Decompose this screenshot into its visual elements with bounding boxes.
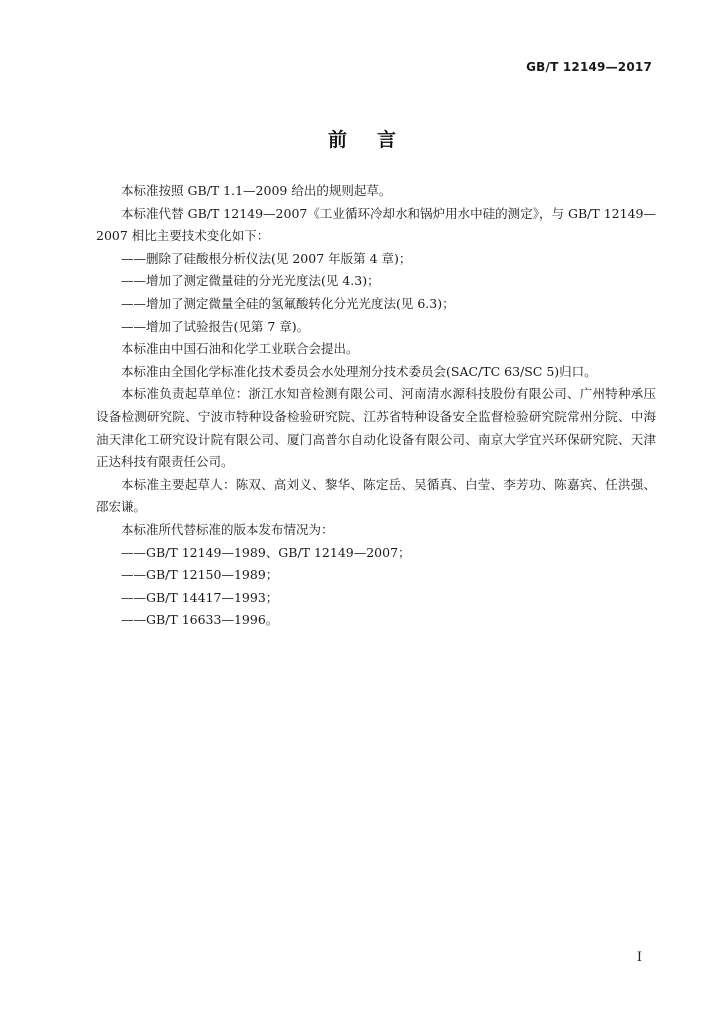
history-item: ——GB/T 14417—1993； [121, 589, 279, 605]
replacement-paragraph: 本标准代替 GB/T 12149—2007《工业循环冷却水和锅炉用水中硅的测定》，与 GB/T 12149—2007 相比主要技术变化如下： [96, 205, 656, 244]
drafting-rules-paragraph: 本标准按照 GB/T 1.1—2009 给出的规则起草。 [121, 183, 392, 198]
drafting-units-paragraph: 本标准负责起草单位：浙江水知音检测有限公司、河南清水源科技股份有限公司、广州特种承压设备检测研究院、宁波市特种设备检验研究院、江苏省特种设备安全监督检验研究院常州分院、中海油天津化工研究设计院有限公司、厦门高普尔自动化设备有限公司、南京大学宜兴环保研究院、天津正达科技有限责任公司。 [96, 386, 656, 470]
history-item: ——GB/T 12150—1989； [121, 567, 279, 583]
standard-code: GB/T 12149—2017 [526, 60, 652, 74]
change-item: ——删除了硅酸根分析仪法(见 2007 年版第 4 章)； [121, 250, 412, 266]
change-item: ——增加了试验报告(见第 7 章)。 [121, 318, 310, 334]
history-item: ——GB/T 16633—1996。 [121, 612, 279, 628]
foreword-body [96, 180, 656, 632]
history-item: ——GB/T 12149—1989、GB/T 12149—2007； [121, 544, 411, 560]
drafters-paragraph: 本标准主要起草人：陈双、高刘义、黎华、陈定岳、吴循真、白莹、李芳功、陈嘉宾、任洪强、邵宏谦。 [96, 476, 656, 515]
page-number: I [636, 950, 642, 965]
change-item: ——增加了测定微量硅的分光光度法(见 4.3)； [121, 273, 380, 289]
history-intro-paragraph: 本标准所代替标准的版本发布情况为： [121, 521, 334, 537]
committee-paragraph: 本标准由全国化学标准化技术委员会水处理剂分技术委员会(SAC/TC 63/SC 5)归口。 [121, 363, 597, 379]
proposer-paragraph: 本标准由中国石油和化学工业联合会提出。 [121, 341, 359, 357]
change-item: ——增加了测定微量全硅的氢氟酸转化分光光度法(见 6.3)； [121, 295, 455, 311]
page-title: 前言 [327, 129, 426, 151]
